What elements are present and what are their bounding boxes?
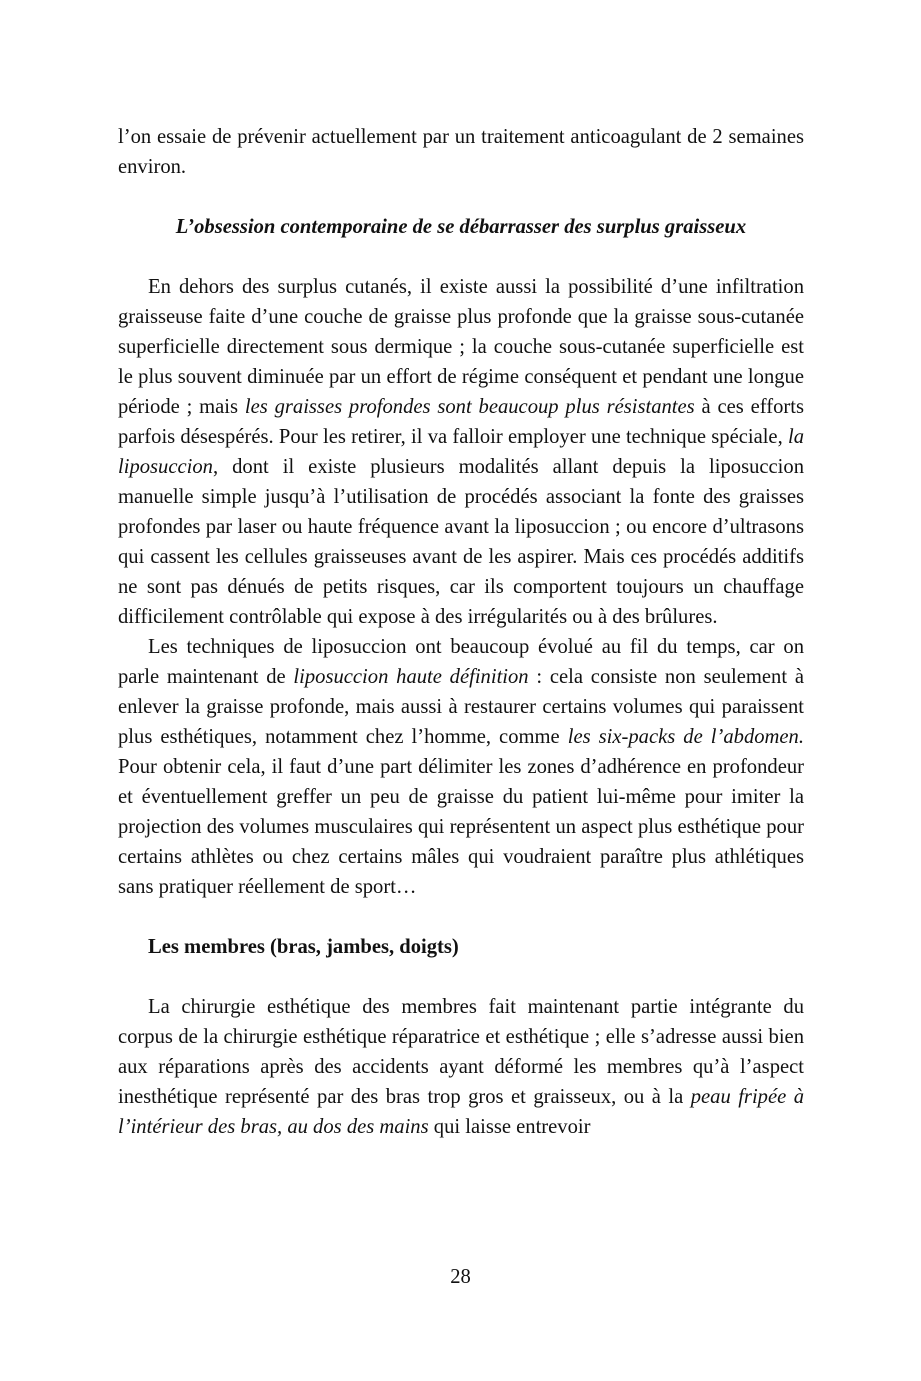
paragraph-fat-infiltration: En dehors des surplus cutanés, il existe aussi la possibilité d’une infiltration graisseuse faite d’une couche de graisse plus profonde que la graisse sous-cutanée superficielle directement sous dermique ; la couche sous-cutanée superficielle est le plus souvent diminuée par un effort de régime conséquent et pendant une longue période ; mais les graisses profondes sont beaucoup plus résistantes à ces efforts parfois désespérés. Pour les retirer, il va falloir employer une technique spéciale, la liposuccion, dont il existe plusieurs modalités allant depuis la liposuccion manuelle simple jusqu’à l’utilisation de procédés associant la fonte des graisses profondes par laser ou haute fréquence avant la liposuccion ; ou encore d’ultrasons qui cassent les cellules graisseuses avant de les aspirer. Mais ces procédés additifs ne sont pas dénués de petits risques, car ils comportent toujours un chauffage difficilement contrôlable qui expose à des irrégularités ou à des brûlures. (118, 276, 804, 628)
page-body (118, 122, 804, 1142)
paragraph-limbs: La chirurgie esthétique des membres fait maintenant partie intégrante du corpus de la chirurgie esthétique réparatrice et esthétique ; elle s’adresse aussi bien aux réparations après des accidents ayant déformé les membres qu’à l’aspect inesthétique représenté par des bras trop gros et graisseux, ou à la peau fripée à l’intérieur des bras, au dos des mains qui laisse entrevoir (118, 996, 804, 1138)
paragraph-continuation: l’on essaie de prévenir actuellement par un traitement anticoagulant de 2 semaines environ. (118, 126, 804, 178)
page-number: 28 (450, 1266, 471, 1288)
section-heading-limbs: Les membres (bras, jambes, doigts) (148, 936, 459, 958)
section-heading-fat: L’obsession contemporaine de se débarrasser des surplus graisseux (175, 216, 747, 238)
paragraph-liposuccion-hd: Les techniques de liposuccion ont beaucoup évolué au fil du temps, car on parle maintenant de liposuccion haute définition : cela consiste non seulement à enlever la graisse profonde, mais aussi à restaurer certains volumes qui paraissent plus esthétiques, notamment chez l’homme, comme les six-packs de l’abdomen. Pour obtenir cela, il faut d’une part délimiter les zones d’adhérence en profondeur et éventuellement greffer un peu de graisse du patient lui-même pour imiter la projection des volumes musculaires qui représentent un aspect plus esthétique pour certains athlètes ou chez certains mâles qui voudraient paraître plus athlétiques sans pratiquer réellement de sport… (118, 636, 805, 898)
